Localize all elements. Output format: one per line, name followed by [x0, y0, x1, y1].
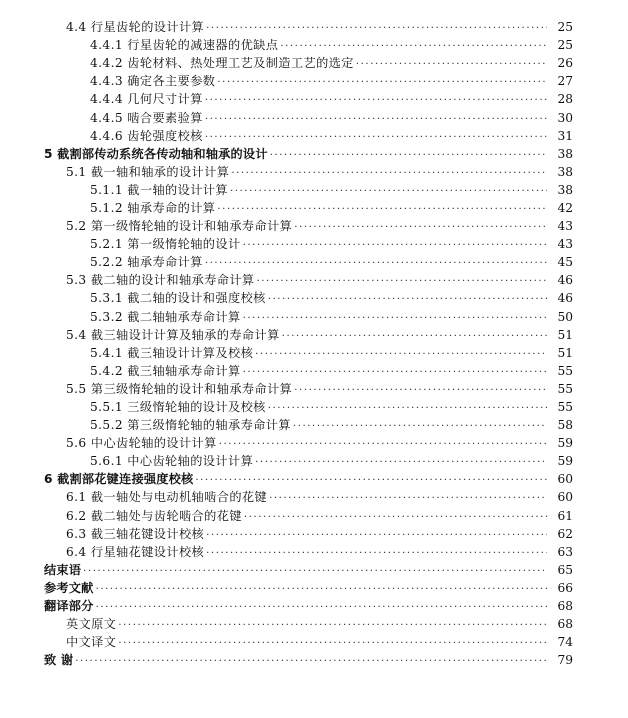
toc-entry-title: 中文译文	[66, 635, 117, 650]
dot-leader	[270, 147, 547, 161]
toc-entry-page: 27	[557, 74, 573, 89]
toc-entry[interactable]	[0, 434, 628, 452]
toc-entry-page: 61	[557, 508, 573, 523]
toc-entry-page: 62	[557, 526, 573, 541]
toc-entry-page: 46	[557, 291, 573, 306]
dot-leader	[195, 472, 547, 486]
toc-entry-title: 6.2 截二轴处与齿轮啮合的花键	[66, 508, 242, 523]
toc-entry[interactable]	[0, 380, 628, 398]
dot-leader	[268, 291, 547, 305]
toc-entry[interactable]	[0, 54, 628, 72]
dot-leader	[205, 255, 547, 269]
toc-entry-title: 5.5.2 第三级惰轮轴的轴承寿命计算	[90, 418, 291, 433]
toc-entry-title: 翻译部分	[44, 599, 94, 614]
toc-entry[interactable]	[0, 199, 628, 217]
toc-entry[interactable]	[0, 651, 628, 669]
toc-entry[interactable]	[0, 163, 628, 181]
toc-entry-page: 74	[557, 635, 573, 650]
dot-leader	[96, 599, 547, 613]
toc-entry-page: 55	[557, 381, 573, 396]
toc-entry-page: 51	[557, 327, 573, 342]
toc-entry-title: 5.3.1 截二轴的设计和强度校核	[90, 291, 266, 306]
toc-entry-page: 65	[557, 562, 573, 577]
dot-leader	[294, 219, 547, 233]
toc-entry-title: 英文原文	[66, 617, 117, 632]
dot-leader	[83, 563, 547, 577]
dot-leader	[118, 635, 547, 649]
dot-leader	[243, 364, 547, 378]
dot-leader	[280, 38, 547, 52]
toc-entry[interactable]	[0, 452, 628, 470]
toc-entry-page: 55	[557, 400, 573, 415]
toc-entry-page: 31	[557, 128, 573, 143]
dot-leader	[243, 310, 547, 324]
toc-entry[interactable]	[0, 18, 628, 36]
toc-entry-page: 58	[557, 418, 573, 433]
dot-leader	[118, 617, 547, 631]
toc-entry[interactable]	[0, 362, 628, 380]
toc-entry-title: 5.5 第三级惰轮轴的设计和轴承寿命计算	[66, 381, 293, 396]
toc-entry-page: 38	[557, 164, 573, 179]
toc-entry-page: 60	[557, 490, 573, 505]
toc-entry[interactable]	[0, 615, 628, 633]
toc-entry-page: 63	[557, 544, 573, 559]
toc-entry-page: 45	[557, 255, 573, 270]
toc-entry-page: 42	[557, 200, 573, 215]
dot-leader	[294, 382, 547, 396]
table-of-contents	[0, 18, 628, 669]
dot-leader	[230, 183, 547, 197]
toc-entry-page: 43	[557, 219, 573, 234]
dot-leader	[269, 490, 547, 504]
dot-leader	[356, 56, 547, 70]
toc-entry[interactable]	[0, 326, 628, 344]
toc-entry-title: 4.4.5 啮合要素验算	[90, 110, 203, 125]
toc-entry[interactable]	[0, 289, 628, 307]
toc-entry-title: 5.4 截三轴设计计算及轴承的寿命计算	[66, 327, 280, 342]
dot-leader	[244, 509, 547, 523]
toc-entry-title: 5.4.2 截三轴轴承寿命计算	[90, 363, 241, 378]
toc-entry[interactable]	[0, 90, 628, 108]
dot-leader	[219, 436, 547, 450]
dot-leader	[96, 581, 547, 595]
toc-entry-page: 59	[557, 454, 573, 469]
toc-entry-title: 5.4.1 截三轴设计计算及校核	[90, 345, 254, 360]
dot-leader	[75, 653, 547, 667]
toc-entry[interactable]	[0, 597, 628, 615]
toc-entry-page: 50	[557, 309, 573, 324]
toc-entry-title: 参考文献	[44, 580, 94, 595]
dot-leader	[231, 165, 547, 179]
toc-entry[interactable]	[0, 253, 628, 271]
toc-entry-title: 6.1 截一轴处与电动机轴啮合的花键	[66, 490, 268, 505]
toc-entry[interactable]	[0, 525, 628, 543]
dot-leader	[255, 346, 547, 360]
toc-entry-page: 68	[557, 617, 573, 632]
toc-entry-page: 51	[557, 345, 573, 360]
toc-entry[interactable]	[0, 36, 628, 54]
toc-entry-page: 43	[557, 237, 573, 252]
toc-entry-title: 5.2.2 轴承寿命计算	[90, 255, 203, 270]
toc-entry[interactable]	[0, 308, 628, 326]
dot-leader	[282, 328, 547, 342]
dot-leader	[293, 418, 547, 432]
toc-entry-title: 4.4.3 确定各主要参数	[90, 74, 216, 89]
toc-entry-page: 60	[557, 472, 573, 487]
toc-entry-page: 28	[557, 92, 573, 107]
toc-entry-page: 46	[557, 273, 573, 288]
toc-entry[interactable]	[0, 561, 628, 579]
toc-entry-title: 5 截割部传动系统各传动轴和轴承的设计	[44, 146, 268, 161]
toc-entry-page: 68	[557, 599, 573, 614]
toc-entry[interactable]	[0, 543, 628, 561]
dot-leader	[243, 237, 547, 251]
toc-entry-title: 6.3 截三轴花键设计校核	[66, 526, 205, 541]
toc-entry-title: 结束语	[44, 562, 82, 577]
toc-entry-title: 4.4.6 齿轮强度校核	[90, 128, 203, 143]
toc-entry-title: 5.1.1 截一轴的设计计算	[90, 182, 228, 197]
toc-entry[interactable]	[0, 145, 628, 163]
toc-entry[interactable]	[0, 398, 628, 416]
toc-entry-page: 25	[557, 38, 573, 53]
dot-leader	[206, 545, 547, 559]
toc-entry-page: 25	[557, 20, 573, 35]
toc-entry-title: 4.4 行星齿轮的设计计算	[66, 20, 205, 35]
toc-entry[interactable]	[0, 633, 628, 651]
dot-leader	[217, 201, 547, 215]
toc-entry[interactable]	[0, 507, 628, 525]
toc-entry[interactable]	[0, 488, 628, 506]
toc-entry-title: 5.1.2 轴承寿命的计算	[90, 200, 216, 215]
toc-entry-title: 6.4 行星轴花键设计校核	[66, 544, 205, 559]
toc-entry-page: 26	[557, 56, 573, 71]
toc-entry-title: 5.2 第一级惰轮轴的设计和轴承寿命计算	[66, 219, 293, 234]
toc-entry-page: 30	[557, 110, 573, 125]
toc-entry[interactable]	[0, 470, 628, 488]
toc-entry[interactable]	[0, 235, 628, 253]
dot-leader	[206, 20, 547, 34]
toc-entry-page: 66	[557, 580, 573, 595]
toc-entry-page: 38	[557, 146, 573, 161]
toc-entry-title: 5.3 截二轴的设计和轴承寿命计算	[66, 273, 255, 288]
toc-entry-title: 5.3.2 截二轴轴承寿命计算	[90, 309, 241, 324]
toc-entry-title: 5.1 截一轴和轴承的设计计算	[66, 164, 230, 179]
dot-leader	[255, 454, 547, 468]
dot-leader	[205, 111, 547, 125]
toc-entry-title: 4.4.1 行星齿轮的减速器的优缺点	[90, 38, 279, 53]
toc-entry[interactable]	[0, 416, 628, 434]
dot-leader	[206, 527, 547, 541]
dot-leader	[205, 129, 547, 143]
toc-entry-page: 79	[557, 653, 573, 668]
toc-entry[interactable]	[0, 181, 628, 199]
toc-entry[interactable]	[0, 217, 628, 235]
toc-entry-title: 5.6.1 中心齿轮轴的设计计算	[90, 454, 254, 469]
toc-entry-title: 6 截割部花键连接强度校核	[44, 472, 194, 487]
toc-entry-title: 致 谢	[44, 653, 74, 668]
toc-entry[interactable]	[0, 271, 628, 289]
toc-entry-title: 5.5.1 三级惰轮轴的设计及校核	[90, 400, 266, 415]
toc-entry[interactable]	[0, 72, 628, 90]
dot-leader	[257, 273, 548, 287]
toc-entry[interactable]	[0, 108, 628, 126]
dot-leader	[205, 92, 547, 106]
toc-entry-page: 38	[557, 182, 573, 197]
toc-entry[interactable]	[0, 579, 628, 597]
toc-entry-title: 5.2.1 第一级惰轮轴的设计	[90, 237, 241, 252]
toc-entry-title: 5.6 中心齿轮轴的设计计算	[66, 436, 217, 451]
toc-entry-page: 59	[557, 436, 573, 451]
toc-entry-page: 55	[557, 363, 573, 378]
toc-entry[interactable]	[0, 344, 628, 362]
dot-leader	[268, 400, 547, 414]
toc-entry-title: 4.4.4 几何尺寸计算	[90, 92, 203, 107]
dot-leader	[217, 74, 547, 88]
toc-entry-title: 4.4.2 齿轮材料、热处理工艺及制造工艺的选定	[90, 56, 354, 71]
toc-entry[interactable]	[0, 127, 628, 145]
